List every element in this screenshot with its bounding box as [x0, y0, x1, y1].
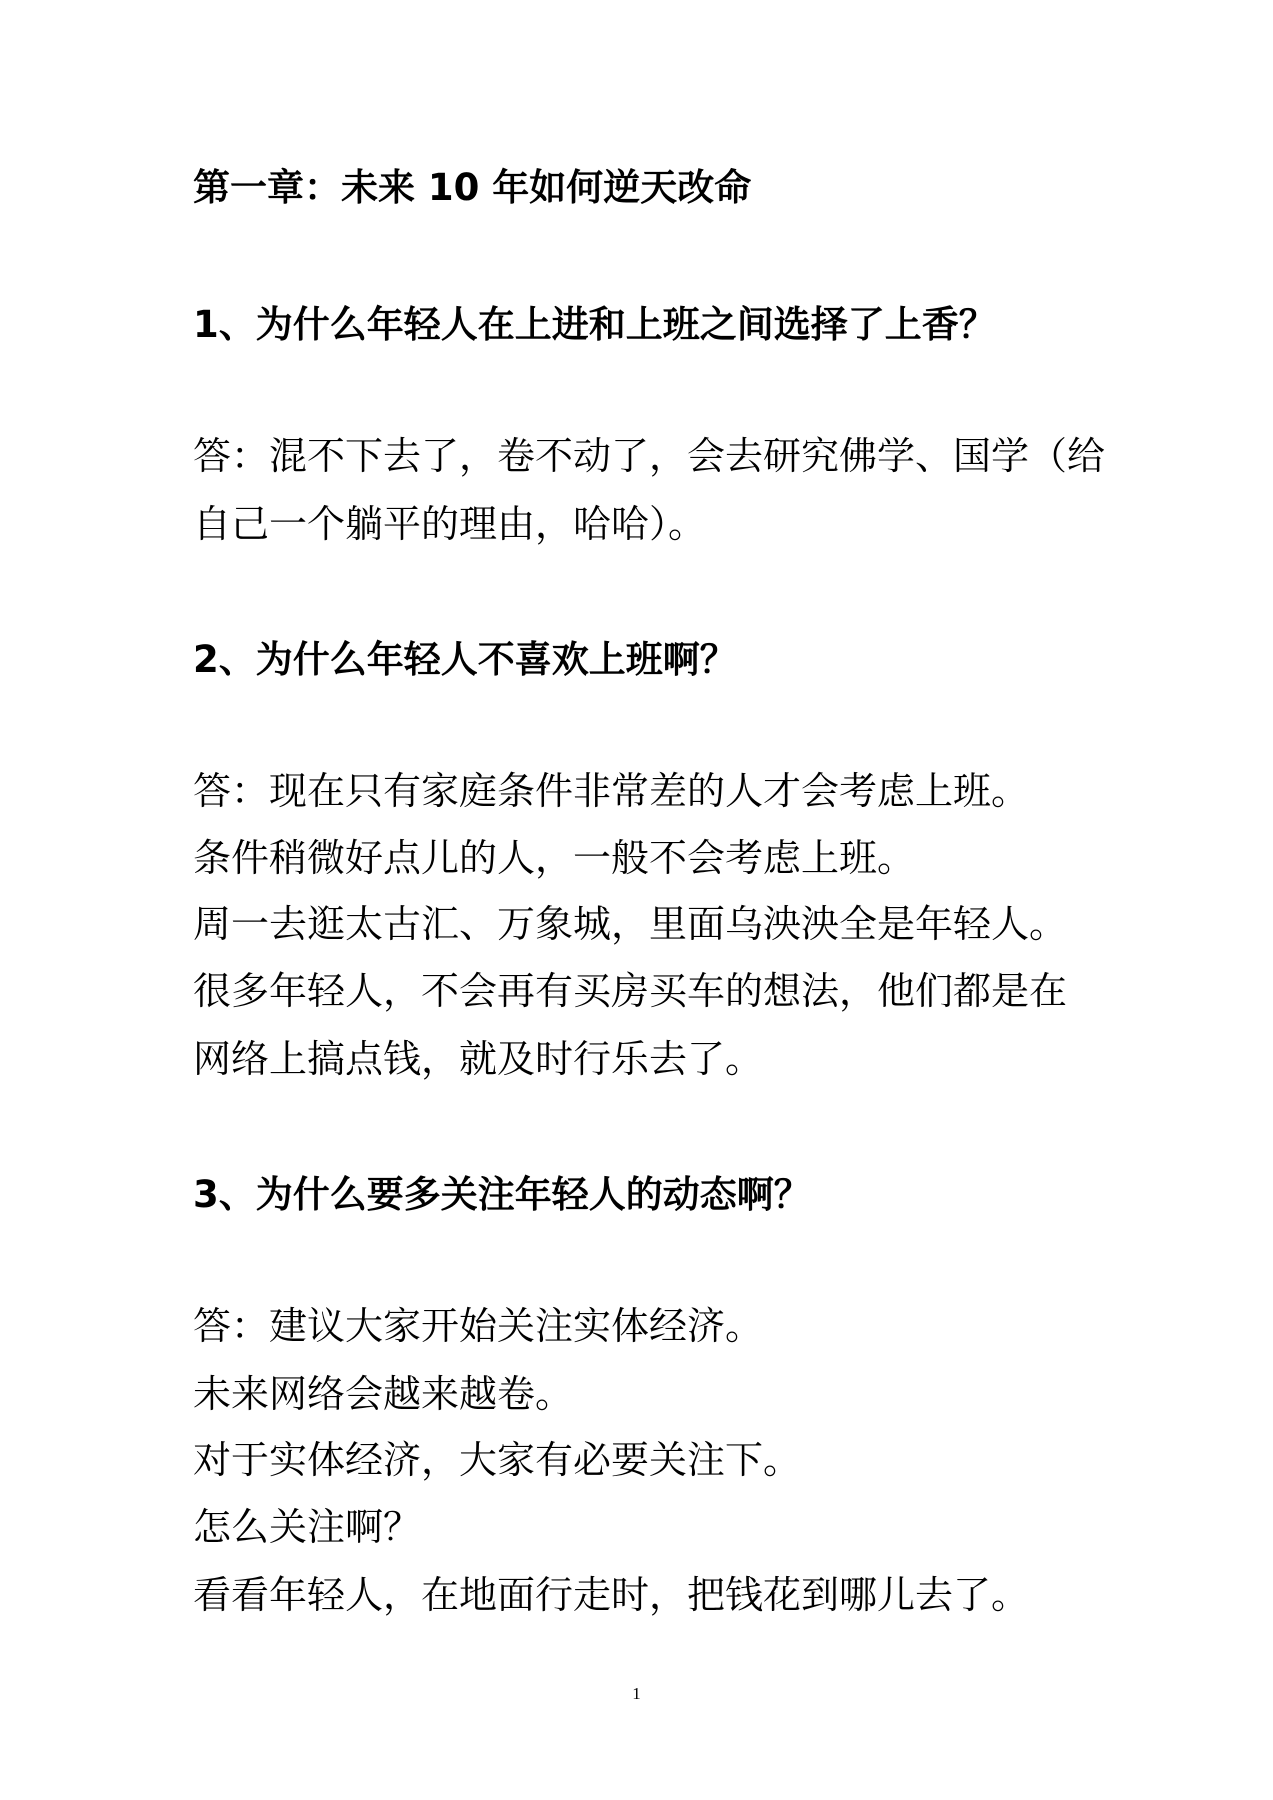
- question-2: 2、为什么年轻人不喜欢上班啊？: [193, 638, 737, 681]
- answer-3-line-3: 对于实体经济，大家有必要关注下。: [193, 1438, 802, 1482]
- answer-3-line-4: 怎么关注啊？: [193, 1505, 422, 1549]
- page-number: 1: [632, 1684, 641, 1703]
- answer-3-line-2: 未来网络会越来越卷。: [193, 1372, 574, 1416]
- answer-3-line-5: 看看年轻人，在地面行走时，把钱花到哪儿去了。: [193, 1573, 1030, 1617]
- answer-1-line-1: 答：混不下去了，卷不动了，会去研究佛学、国学（给: [193, 434, 1106, 478]
- answer-2-line-1: 答：现在只有家庭条件非常差的人才会考虑上班。: [193, 769, 1030, 813]
- answer-3-line-1: 答：建议大家开始关注实体经济。: [193, 1304, 764, 1348]
- answer-2-line-4: 很多年轻人，不会再有买房买车的想法，他们都是在: [193, 969, 1068, 1013]
- answer-2-line-2: 条件稍微好点儿的人，一般不会考虑上班。: [193, 836, 916, 880]
- chapter-title: 第一章：未来 10 年如何逆天改命: [193, 166, 752, 209]
- answer-1-line-2: 自己一个躺平的理由，哈哈）。: [193, 502, 707, 546]
- question-1: 1、为什么年轻人在上进和上班之间选择了上香？: [193, 303, 996, 346]
- answer-2-line-3: 周一去逛太古汇、万象城，里面乌泱泱全是年轻人。: [193, 902, 1068, 946]
- answer-2-line-5: 网络上搞点钱，就及时行乐去了。: [193, 1037, 764, 1081]
- question-3: 3、为什么要多关注年轻人的动态啊？: [193, 1173, 811, 1216]
